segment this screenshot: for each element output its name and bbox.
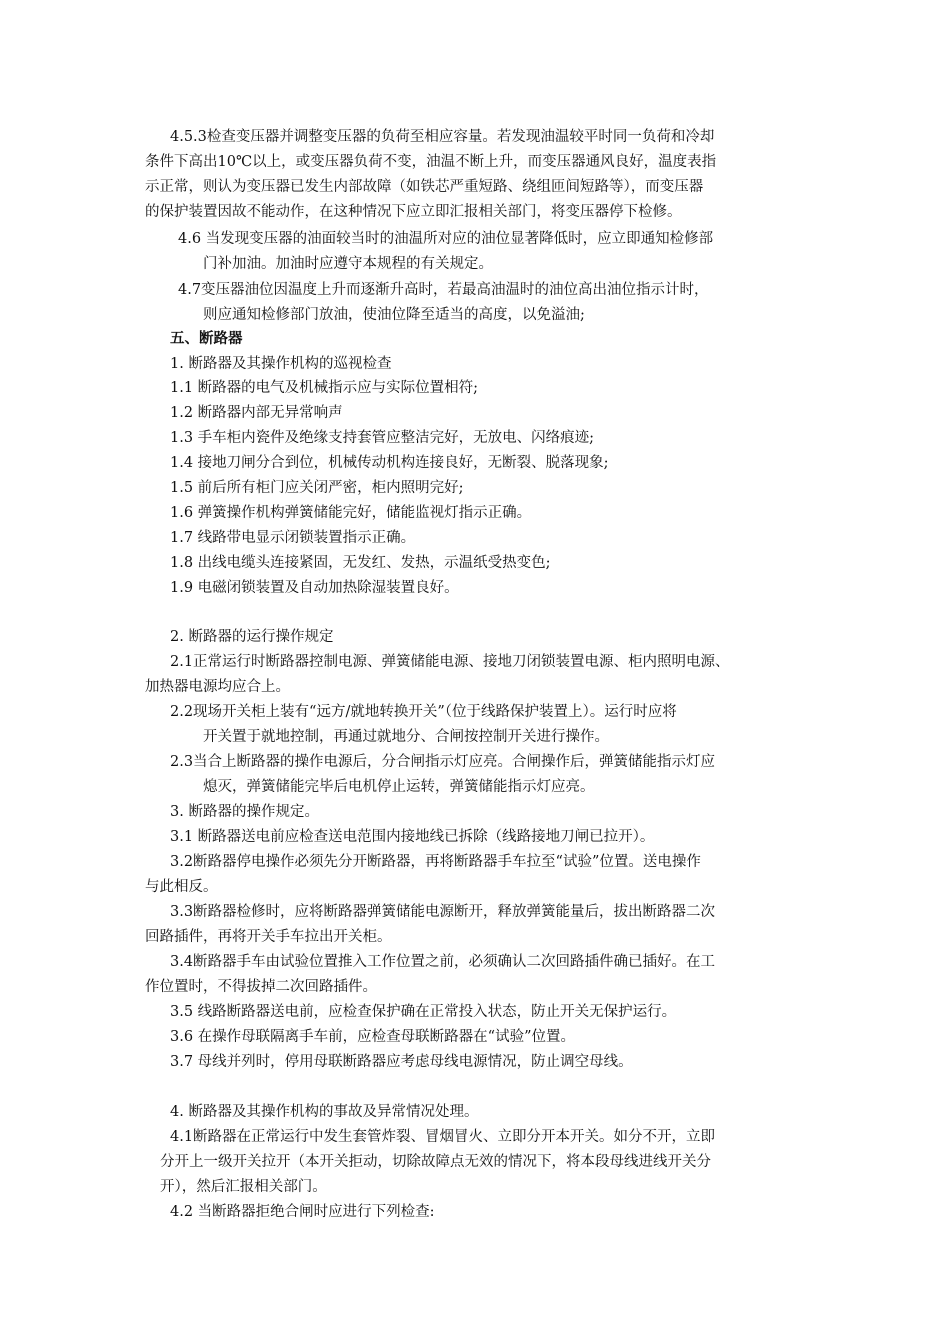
text-line: 3.1 断路器送电前应检查送电范围内接地线已拆除（线路接地刀闸已拉开）。 [170, 829, 655, 845]
text-line: 1. 断路器及其操作机构的巡视检查 [170, 356, 392, 372]
text-line: 2.3当合上断路器的操作电源后，分合闸指示灯应亮。合闸操作后，弹簧储能指示灯应 [170, 754, 716, 770]
text-line: 4.6 当发现变压器的油面较当时的油温所对应的油位显著降低时，应立即通知检修部 [178, 231, 714, 247]
text-line: 4.5.3检查变压器并调整变压器的负荷至相应容量。若发现油温较平时同一负荷和冷却 [170, 129, 715, 145]
text-line: 1.7 线路带电显示闭锁装置指示正确。 [170, 530, 416, 546]
text-line: 1.5 前后所有柜门应关闭严密，柜内照明完好; [170, 480, 464, 496]
text-line: 4.2 当断路器拒绝合闸时应进行下列检查: [170, 1204, 435, 1220]
text-line: 3.4断路器手车由试验位置推入工作位置之前，必须确认二次回路插件确已插好。在工 [170, 954, 716, 970]
text-line: 作位置时，不得拔掉二次回路插件。 [145, 979, 377, 995]
text-line: 1.3 手车柜内瓷件及绝缘支持套管应整洁完好，无放电、闪络痕迹; [170, 430, 595, 446]
section-heading: 五、断路器 [170, 330, 243, 347]
text-line: 分开上一级开关拉开（本开关拒动，切除故障点无效的情况下，将本段母线进线开关分 [160, 1154, 711, 1170]
text-line: 回路插件，再将开关手车拉出开关柜。 [145, 929, 392, 945]
text-line: 开关置于就地控制，再通过就地分、合闸按控制开关进行操作。 [203, 729, 609, 745]
text-line: 示正常，则认为变压器已发生内部故障（如铁芯严重短路、绕组匝间短路等），而变压器 [145, 179, 704, 195]
text-line: 3.3断路器检修时，应将断路器弹簧储能电源断开，释放弹簧能量后，拔出断路器二次 [170, 904, 716, 920]
text-line: 1.6 弹簧操作机构弹簧储能完好，储能监视灯指示正确。 [170, 505, 532, 521]
text-line: 4.7变压器油位因温度上升而逐渐升高时，若最高油温时的油位高出油位指示计时， [178, 282, 709, 298]
text-line: 的保护装置因故不能动作，在这种情况下应立即汇报相关部门，将变压器停下检修。 [145, 204, 682, 220]
text-line: 加热器电源均应合上。 [145, 679, 290, 695]
text-line: 2.2现场开关柜上装有“远方/就地转换开关”（位于线路保护装置上）。运行时应将 [170, 704, 677, 720]
text-line: 开），然后汇报相关部门。 [160, 1179, 327, 1195]
text-line: 则应通知检修部门放油，使油位降至适当的高度，以免溢油; [203, 307, 585, 323]
text-line: 与此相反。 [145, 879, 218, 895]
text-line: 4. 断路器及其操作机构的事故及异常情况处理。 [170, 1104, 479, 1120]
text-line: 1.2 断路器内部无异常响声 [170, 405, 343, 421]
text-line: 2.1正常运行时断路器控制电源、弹簧储能电源、接地刀闭锁装置电源、柜内照明电源、 [170, 654, 730, 670]
text-line: 4.1断路器在正常运行中发生套管炸裂、冒烟冒火、立即分开本开关。如分不开，立即 [170, 1129, 716, 1145]
text-line: 3.6 在操作母联隔离手车前，应检查母联断路器在“试验”位置。 [170, 1029, 575, 1045]
text-line: 条件下高出10℃以上，或变压器负荷不变，油温不断上升，而变压器通风良好，温度表指 [145, 154, 717, 170]
text-line: 2. 断路器的运行操作规定 [170, 629, 334, 645]
text-line: 3.7 母线并列时，停用母联断路器应考虑母线电源情况，防止调空母线。 [170, 1054, 633, 1070]
text-line: 1.9 电磁闭锁装置及自动加热除湿装置良好。 [170, 580, 459, 596]
text-line: 熄灭，弹簧储能完毕后电机停止运转，弹簧储能指示灯应亮。 [203, 779, 595, 795]
text-line: 1.8 出线电缆头连接紧固，无发红、发热，示温纸受热变色; [170, 555, 551, 571]
text-line: 1.4 接地刀闸分合到位，机械传动机构连接良好，无断裂、脱落现象; [170, 455, 609, 471]
text-line: 3. 断路器的操作规定。 [170, 804, 319, 820]
text-line: 1.1 断路器的电气及机械指示应与实际位置相符; [170, 380, 479, 396]
text-line: 3.2断路器停电操作必须先分开断路器，再将断路器手车拉至“试验”位置。送电操作 [170, 854, 701, 870]
text-line: 3.5 线路断路器送电前，应检查保护确在正常投入状态，防止开关无保护运行。 [170, 1004, 677, 1020]
text-line: 门补加油。加油时应遵守本规程的有关规定。 [203, 256, 493, 272]
